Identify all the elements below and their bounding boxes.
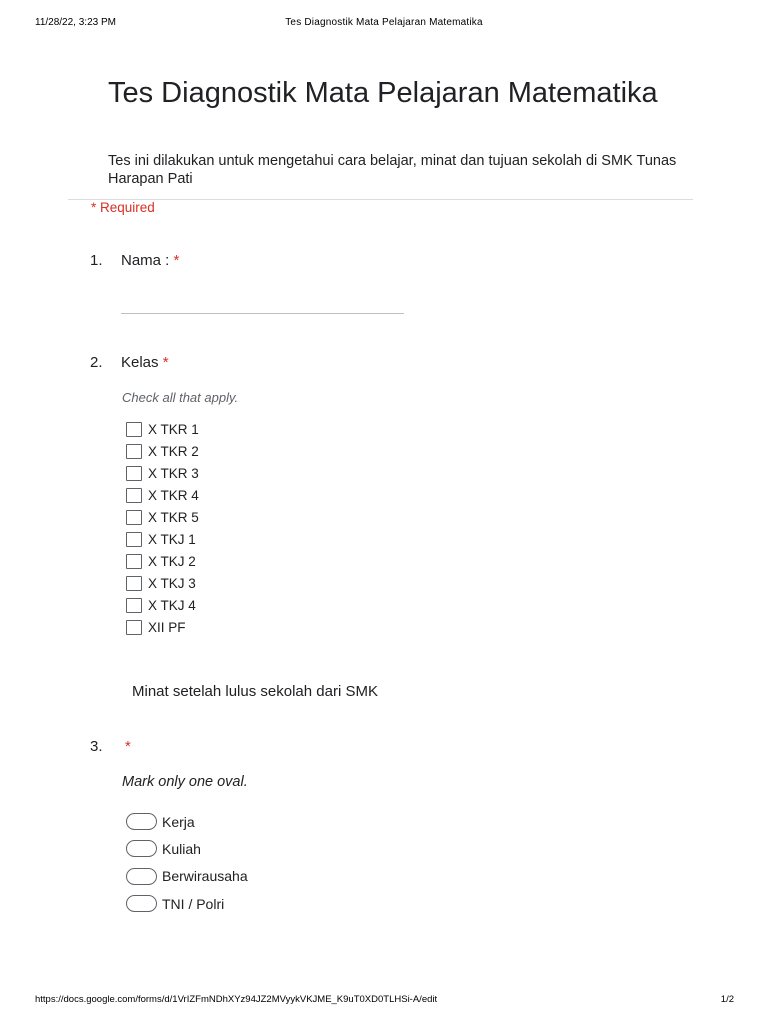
kelas-option-label: X TKJ 3 <box>148 575 196 591</box>
question-2-hint: Check all that apply. <box>122 390 239 405</box>
kelas-option[interactable] <box>126 462 199 484</box>
kelas-option-label: X TKR 4 <box>148 487 199 503</box>
kelas-option-label: XII PF <box>148 619 186 635</box>
checkbox[interactable] <box>126 422 142 437</box>
page-number: 1/2 <box>720 994 734 1005</box>
kelas-option[interactable] <box>126 550 199 572</box>
radio-oval[interactable] <box>126 895 157 912</box>
question-1-title <box>121 252 179 269</box>
question-2-number: 2. <box>90 354 103 371</box>
kelas-option-label: X TKR 1 <box>148 421 199 437</box>
print-page-title: Tes Diagnostik Mata Pelajaran Matematika <box>285 17 483 28</box>
question-3-title <box>125 738 131 755</box>
question-3-hint: Mark only one oval. <box>122 774 248 790</box>
print-datetime: 11/28/22, 3:23 PM <box>35 17 116 28</box>
form-description: Tes ini dilakukan untuk mengetahui cara belajar, minat dan tujuan sekolah di SMK Tunas Harapan Pati <box>108 153 677 187</box>
question-1-label: Nama : <box>121 252 170 269</box>
checkbox[interactable] <box>126 444 142 459</box>
required-asterisk: * <box>125 738 131 755</box>
checkbox[interactable] <box>126 576 142 591</box>
page-url: https://docs.google.com/forms/d/1VrIZFmNDhXYz94JZ2MVyykVKJME_K9uT0XD0TLHSi-A/edit <box>35 994 438 1005</box>
checkbox[interactable] <box>126 466 142 481</box>
minat-option[interactable] <box>126 890 248 917</box>
radio-oval[interactable] <box>126 813 157 830</box>
minat-option[interactable] <box>126 863 248 890</box>
section-description: Minat setelah lulus sekolah dari SMK <box>132 683 378 700</box>
kelas-option[interactable] <box>126 418 199 440</box>
required-asterisk: * <box>162 354 169 371</box>
kelas-option[interactable] <box>126 440 199 462</box>
question-3-number: 3. <box>90 738 103 755</box>
kelas-option[interactable] <box>126 484 199 506</box>
question-2-label: Kelas <box>121 354 159 371</box>
minat-option[interactable] <box>126 808 248 835</box>
name-answer-field[interactable] <box>121 313 404 314</box>
form-title: Tes Diagnostik Mata Pelajaran Matematika <box>108 77 658 109</box>
required-asterisk: * <box>173 252 180 269</box>
kelas-option-label: X TKJ 1 <box>148 531 196 547</box>
kelas-option[interactable] <box>126 506 199 528</box>
question-2-title <box>121 354 169 371</box>
kelas-option-label: X TKJ 2 <box>148 553 196 569</box>
header-divider <box>68 199 693 200</box>
kelas-checkbox-list <box>126 418 199 638</box>
kelas-option-label: X TKR 3 <box>148 465 199 481</box>
checkbox[interactable] <box>126 510 142 525</box>
kelas-option[interactable] <box>126 594 199 616</box>
kelas-option[interactable] <box>126 616 199 638</box>
kelas-option-label: X TKR 2 <box>148 443 199 459</box>
checkbox[interactable] <box>126 598 142 613</box>
minat-option[interactable] <box>126 835 248 862</box>
kelas-option-label: X TKR 5 <box>148 509 199 525</box>
kelas-option[interactable] <box>126 528 199 550</box>
minat-option-label: Kuliah <box>162 840 201 857</box>
checkbox[interactable] <box>126 488 142 503</box>
required-note: * Required <box>91 200 155 215</box>
radio-oval[interactable] <box>126 840 157 857</box>
checkbox[interactable] <box>126 620 142 635</box>
minat-option-label: Kerja <box>162 813 195 830</box>
print-footer <box>0 994 768 1008</box>
minat-radio-list <box>126 808 248 917</box>
checkbox[interactable] <box>126 532 142 547</box>
minat-option-label: Berwirausaha <box>162 868 248 885</box>
question-1-number: 1. <box>90 252 103 269</box>
radio-oval[interactable] <box>126 868 157 885</box>
checkbox[interactable] <box>126 554 142 569</box>
minat-option-label: TNI / Polri <box>162 895 225 912</box>
kelas-option[interactable] <box>126 572 199 594</box>
print-header <box>0 17 768 31</box>
kelas-option-label: X TKJ 4 <box>148 597 196 613</box>
